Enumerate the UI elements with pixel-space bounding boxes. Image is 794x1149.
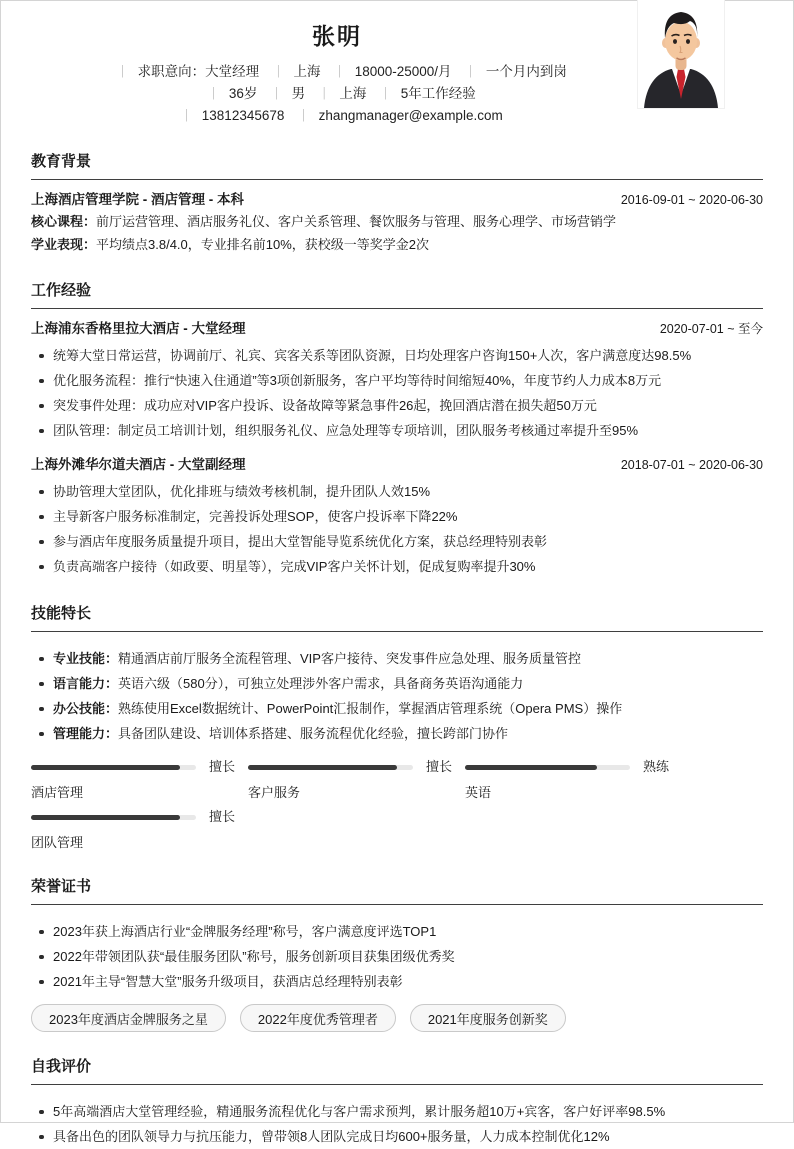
section-title: 荣誉证书 xyxy=(31,878,763,905)
info-segment: ｜ 18000-25000/月 xyxy=(333,64,452,79)
skill-bar xyxy=(248,758,465,802)
info-segment: ｜ 求职意向：大堂经理 xyxy=(116,64,260,79)
skill-level-label: 擅长 xyxy=(209,809,236,824)
honor-bullets xyxy=(31,919,763,994)
skill-bar-fill xyxy=(465,765,597,770)
skill-name: 酒店管理 xyxy=(31,785,84,800)
bullet-item: 2023年获上海酒店行业“金牌服务经理”称号，客户满意度评选TOP1 xyxy=(31,919,763,944)
skill-bar-track xyxy=(248,765,413,770)
experience-bullets xyxy=(31,479,763,579)
bullet-item: 办公技能：熟练使用Excel数据统计、PowerPoint汇报制作，掌握酒店管理系统（Opera PMS）操作 xyxy=(31,696,763,721)
bullet-item: 团队管理：制定员工培训计划，组织服务礼仪、应急处理等专项培训，团队服务考核通过率提升至95% xyxy=(31,418,763,443)
info-segment: ｜ 36岁 xyxy=(207,86,258,101)
skill-bar-fill xyxy=(248,765,397,770)
bullet-item: 主导新客户服务标准制定，完善投诉处理SOP，使客户投诉率下降22% xyxy=(31,504,763,529)
skill-bar xyxy=(31,808,248,852)
bullet-item: 专业技能：精通酒店前厅服务全流程管理、VIP客户接待、突发事件应急处理、服务质量管控 xyxy=(31,646,763,671)
separator: ｜ xyxy=(271,65,285,79)
skill-name: 客户服务 xyxy=(248,785,301,800)
bullet-item: 管理能力：具备团队建设、培训体系搭建、服务流程优化经验，擅长跨部门协作 xyxy=(31,721,763,746)
skill-bar-fill xyxy=(31,815,180,820)
skill-name: 团队管理 xyxy=(31,835,84,850)
experience-entry xyxy=(31,319,763,443)
skill-bars xyxy=(31,758,763,852)
skill-level-label: 擅长 xyxy=(209,759,236,774)
section-title: 自我评价 xyxy=(31,1058,763,1085)
separator: ｜ xyxy=(270,87,283,101)
bullet-item: 参与酒店年度服务质量提升项目，提出大堂智能导览系统优化方案，获总经理特别表彰 xyxy=(31,529,763,554)
honor-badge: 2023年度酒店金牌服务之星 xyxy=(31,1004,226,1032)
info-segment: ｜ 13812345678 xyxy=(180,108,285,123)
eye-left xyxy=(673,39,677,44)
honor-badge: 2021年度服务创新奖 xyxy=(410,1004,566,1032)
section-skills xyxy=(31,605,763,852)
section-title: 工作经验 xyxy=(31,282,763,309)
candidate-name: 张明 xyxy=(312,23,362,49)
skill-bar-track xyxy=(31,815,196,820)
face xyxy=(665,22,697,61)
info-segment: ｜ 男 xyxy=(270,86,306,101)
info-segment: ｜ 上海 xyxy=(317,86,367,101)
skill-level-label: 熟练 xyxy=(643,759,670,774)
separator: ｜ xyxy=(116,65,129,79)
separator: ｜ xyxy=(297,109,310,123)
bullet-item: 负责高端客户接待（如政要、明星等），完成VIP客户关怀计划，促成复购率提升30% xyxy=(31,554,763,579)
employment-date: 2018-07-01 ~ 2020-06-30 xyxy=(620,458,763,472)
separator: ｜ xyxy=(317,87,331,101)
separator: ｜ xyxy=(180,109,193,123)
info-segment: ｜ 5年工作经验 xyxy=(379,86,476,101)
detail-line: 核心课程：前厅运营管理、酒店服务礼仪、客户关系管理、餐饮服务与管理、服务心理学、市场营销学 xyxy=(31,214,617,229)
job-intent-line xyxy=(31,61,643,83)
bullet-item: 协助管理大堂团队，优化排班与绩效考核机制，提升团队人效15% xyxy=(31,479,763,504)
skill-bar-track xyxy=(31,765,196,770)
education-entry xyxy=(31,190,763,256)
self-evaluation-bullets xyxy=(31,1099,763,1149)
experience-entry xyxy=(31,455,763,579)
bullet-item: 2021年主导“智慧大堂”服务升级项目，获酒店总经理特别表彰 xyxy=(31,969,763,994)
employment-date: 2020-07-01 ~ 至今 xyxy=(659,322,763,336)
eye-right xyxy=(686,39,690,44)
experience-bullets xyxy=(31,343,763,443)
section-self-evaluation xyxy=(31,1058,763,1149)
bullet-item: 突发事件处理：成功应对VIP客户投诉、设备故障等紧急事件26起，挽回酒店潜在损失超50万元 xyxy=(31,393,763,418)
education-date: 2016-09-01 ~ 2020-06-30 xyxy=(620,193,763,207)
detail-line: 学业表现：平均绩点3.8/4.0，专业排名前10%，获校级一等奖学金2次 xyxy=(31,237,430,252)
profile-photo xyxy=(637,0,725,109)
bullet-item: 5年高端酒店大堂管理经验，精通服务流程优化与客户需求预判，累计服务超10万+宾客，客户好评率98.5% xyxy=(31,1099,763,1124)
info-segment: ｜ 一个月内到岗 xyxy=(464,64,567,79)
personal-info-line xyxy=(31,83,643,105)
contact-line xyxy=(31,105,643,127)
bullet-item: 优化服务流程：推行“快速入住通道”等3项创新服务，客户平均等待时间缩短40%，年度节约人力成本8万元 xyxy=(31,368,763,393)
skill-bar xyxy=(465,758,682,802)
bullet-item: 语言能力：英语六级（580分），可独立处理涉外客户需求，具备商务英语沟通能力 xyxy=(31,671,763,696)
skill-bar xyxy=(31,758,248,802)
skill-level-label: 擅长 xyxy=(426,759,453,774)
company-position: 上海外滩华尔道夫酒店 - 大堂副经理 xyxy=(31,457,246,472)
bullet-item: 2022年带领团队获“最佳服务团队”称号，服务创新项目获集团级优秀奖 xyxy=(31,944,763,969)
skill-name: 英语 xyxy=(465,785,492,800)
section-experience xyxy=(31,282,763,579)
school-name: 上海酒店管理学院 - 酒店管理 - 本科 xyxy=(31,192,244,207)
bullet-item: 统筹大堂日常运营，协调前厅、礼宾、宾客关系等团队资源，日均处理客户咨询150+人次，客户满意度达98.5% xyxy=(31,343,763,368)
separator: ｜ xyxy=(379,87,392,101)
honor-badge: 2022年度优秀管理者 xyxy=(240,1004,396,1032)
info-segment: ｜ 上海 xyxy=(271,64,321,79)
skill-bullets xyxy=(31,646,763,746)
honor-badges xyxy=(31,1004,763,1032)
skill-bar-fill xyxy=(31,765,180,770)
education-details xyxy=(31,210,763,256)
separator: ｜ xyxy=(333,65,346,79)
section-title: 技能特长 xyxy=(31,605,763,632)
section-title: 教育背景 xyxy=(31,153,763,180)
separator: ｜ xyxy=(464,65,477,79)
info-segment: ｜ zhangmanager@example.com xyxy=(297,108,503,123)
separator: ｜ xyxy=(207,87,220,101)
bullet-item: 具备出色的团队领导力与抗压能力，曾带领8人团队完成日均600+服务量，人力成本控制优化12% xyxy=(31,1124,763,1149)
section-education xyxy=(31,153,763,256)
resume-header xyxy=(31,1,763,127)
section-honors xyxy=(31,878,763,1032)
company-position: 上海浦东香格里拉大酒店 - 大堂经理 xyxy=(31,321,246,336)
skill-bar-track xyxy=(465,765,630,770)
